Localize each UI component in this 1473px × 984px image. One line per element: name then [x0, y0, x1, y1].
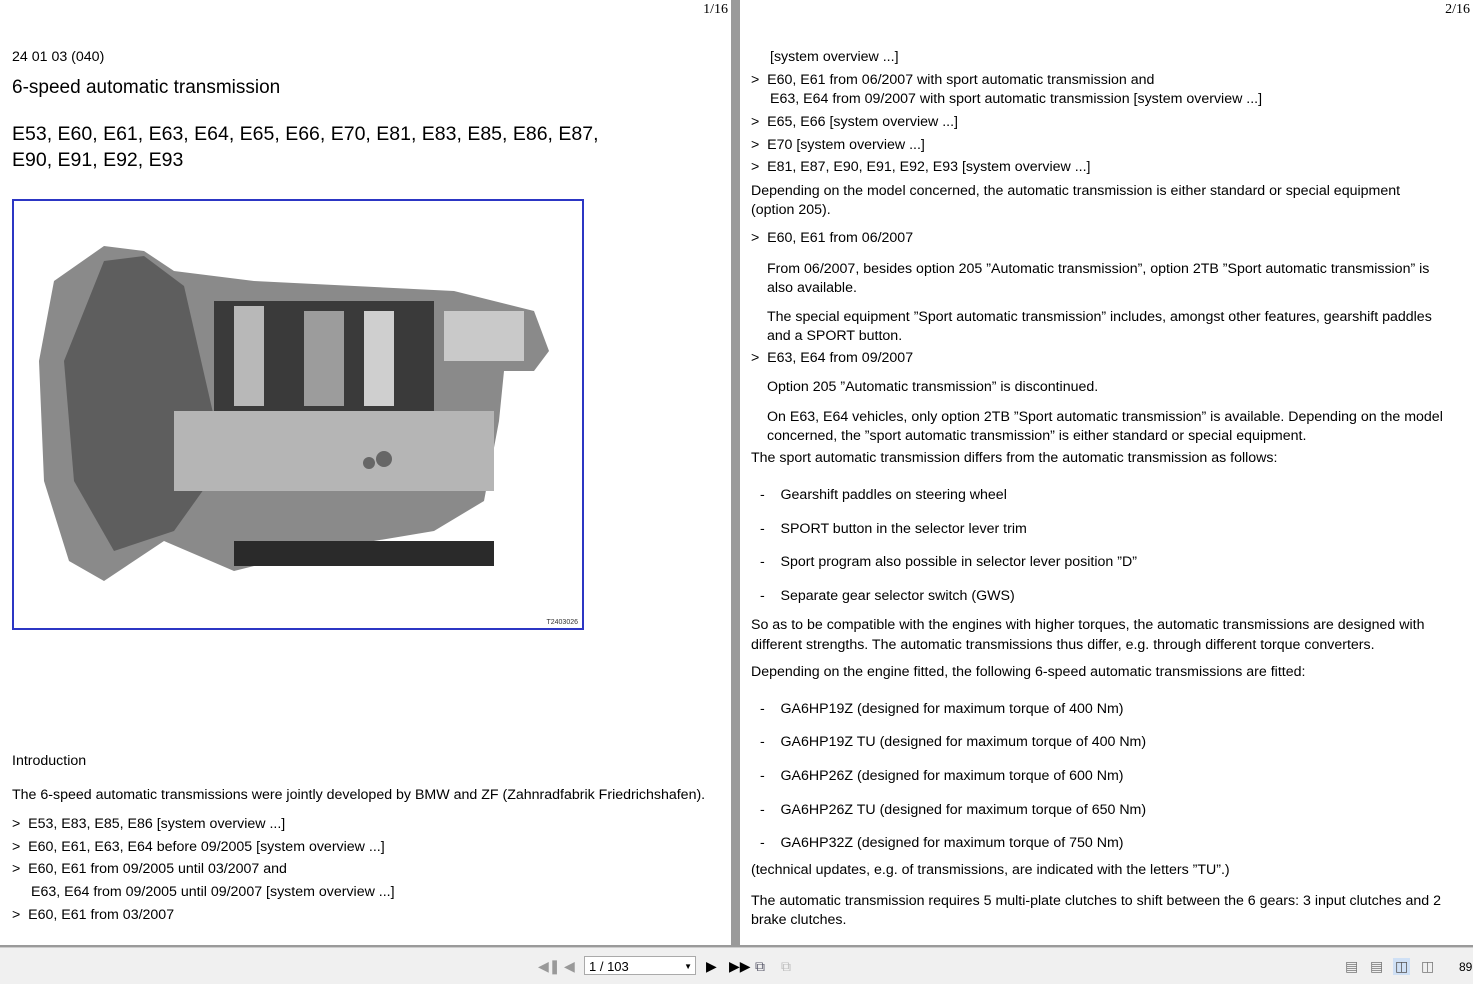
transmission-image	[14, 201, 582, 628]
pdf-page-1	[0, 0, 731, 945]
paragraph: Depending on the model concerned, the automatic transmission is either standard or special equipment (option 205).	[751, 183, 1401, 218]
next-page-icon[interactable]: ▶	[706, 958, 717, 974]
figure-caption: T2403026	[546, 619, 578, 626]
two-page-continuous-icon[interactable]: ◫	[1421, 958, 1435, 974]
transmission-figure	[12, 199, 584, 630]
subheading: > E63, E64 from 09/2007	[751, 350, 914, 366]
list-item: - Separate gear selector switch (GWS)	[760, 588, 1015, 604]
paragraph: On E63, E64 vehicles, only option 2TB ”Sport automatic transmission” is available. Depending on the model concerned, the ”sport automatic transmission” is either standard or special equipment.	[767, 409, 1443, 444]
paragraph: From 06/2007, besides option 205 ”Automatic transmission”, option 2TB ”Sport automatic transmission” is also available.	[767, 261, 1430, 296]
paragraph: The 6-speed automatic transmissions were jointly developed by BMW and ZF (Zahnradfabrik Friedrichshafen).	[12, 787, 706, 803]
previous-page-icon[interactable]: ◀	[564, 958, 575, 974]
page-select[interactable]: 1 / 103 ▼	[584, 956, 696, 975]
link-item[interactable]: E63, E64 from 09/2007 with sport automatic transmission [system overview ...]	[770, 91, 1263, 107]
paragraph: The sport automatic transmission differs from the automatic transmission as follows:	[751, 450, 1278, 466]
zoom-level[interactable]: 89	[1459, 960, 1473, 974]
paragraph: So as to be compatible with the engines with higher torques, the automatic transmissions are designed with different strengths. The automatic transmissions thus differ, e.g. through different torque converters.	[751, 617, 1425, 653]
go-forward-icon[interactable]: ⧉	[781, 958, 791, 974]
list-item: - GA6HP32Z (designed for maximum torque of 750 Nm)	[760, 835, 1124, 851]
link-item[interactable]: [system overview ...]	[770, 49, 899, 65]
paragraph: The special equipment ”Sport automatic transmission” includes, amongst other features, gearshift paddles and a SPORT button.	[767, 309, 1432, 344]
link-item[interactable]: E63, E64 from 09/2005 until 09/2007 [system overview ...]	[31, 884, 395, 900]
first-page-icon[interactable]: ◀❚	[538, 958, 561, 974]
page-number: 1/16	[703, 2, 728, 17]
list-item: - Gearshift paddles on steering wheel	[760, 487, 1007, 503]
list-item: - GA6HP26Z (designed for maximum torque of 600 Nm)	[760, 768, 1124, 784]
paragraph: The automatic transmission requires 5 multi-plate clutches to shift between the 6 gears: 3 input clutches and 2 brake clutches.	[751, 893, 1442, 928]
bottom-toolbar	[0, 947, 1473, 984]
page-title: 6-speed automatic transmission	[12, 77, 281, 98]
continuous-view-icon[interactable]: ▤	[1370, 958, 1384, 974]
two-page-view-icon[interactable]: ◫	[1395, 958, 1409, 974]
subheading: > E60, E61 from 06/2007	[751, 230, 914, 246]
link-item[interactable]: > E53, E83, E85, E86 [system overview ...]	[12, 816, 286, 832]
list-item: - SPORT button in the selector lever trim	[760, 521, 1027, 537]
link-item[interactable]: > E60, E61 from 03/2007	[12, 907, 175, 923]
section-heading: Introduction	[12, 753, 87, 769]
paragraph: Depending on the engine fitted, the following 6-speed automatic transmissions are fitted:	[751, 664, 1306, 680]
doc-code: 24 01 03 (040)	[12, 49, 105, 65]
go-back-icon[interactable]: ⧉	[755, 958, 765, 974]
link-item[interactable]: > E60, E61 from 09/2005 until 03/2007 and	[12, 861, 287, 877]
link-item[interactable]: > E70 [system overview ...]	[751, 137, 925, 153]
link-item[interactable]: > E81, E87, E90, E91, E92, E93 [system overview ...]	[751, 159, 1091, 175]
paragraph: Option 205 ”Automatic transmission” is discontinued.	[767, 379, 1099, 395]
link-item[interactable]: > E60, E61 from 06/2007 with sport automatic transmission and	[751, 72, 1155, 88]
chevron-down-icon: ▼	[684, 962, 692, 971]
list-item: - GA6HP19Z TU (designed for maximum torque of 400 Nm)	[760, 734, 1147, 750]
list-item: - Sport program also possible in selector lever position ”D”	[760, 554, 1137, 570]
list-item: - GA6HP26Z TU (designed for maximum torque of 650 Nm)	[760, 802, 1147, 818]
last-page-icon[interactable]: ▶▶	[729, 958, 751, 974]
list-item: - GA6HP19Z (designed for maximum torque of 400 Nm)	[760, 701, 1124, 717]
link-item[interactable]: > E65, E66 [system overview ...]	[751, 114, 958, 130]
single-page-view-icon[interactable]: ▤	[1345, 958, 1359, 974]
pdf-page-2	[740, 0, 1473, 945]
paragraph: (technical updates, e.g. of transmissions, are indicated with the letters ”TU”.)	[751, 862, 1230, 878]
page-number: 2/16	[1445, 2, 1470, 17]
model-list: E53, E60, E61, E63, E64, E65, E66, E70, E81, E83, E85, E86, E87,	[12, 123, 599, 145]
link-item[interactable]: > E60, E61, E63, E64 before 09/2005 [system overview ...]	[12, 839, 385, 855]
model-list: E90, E91, E92, E93	[12, 149, 184, 171]
